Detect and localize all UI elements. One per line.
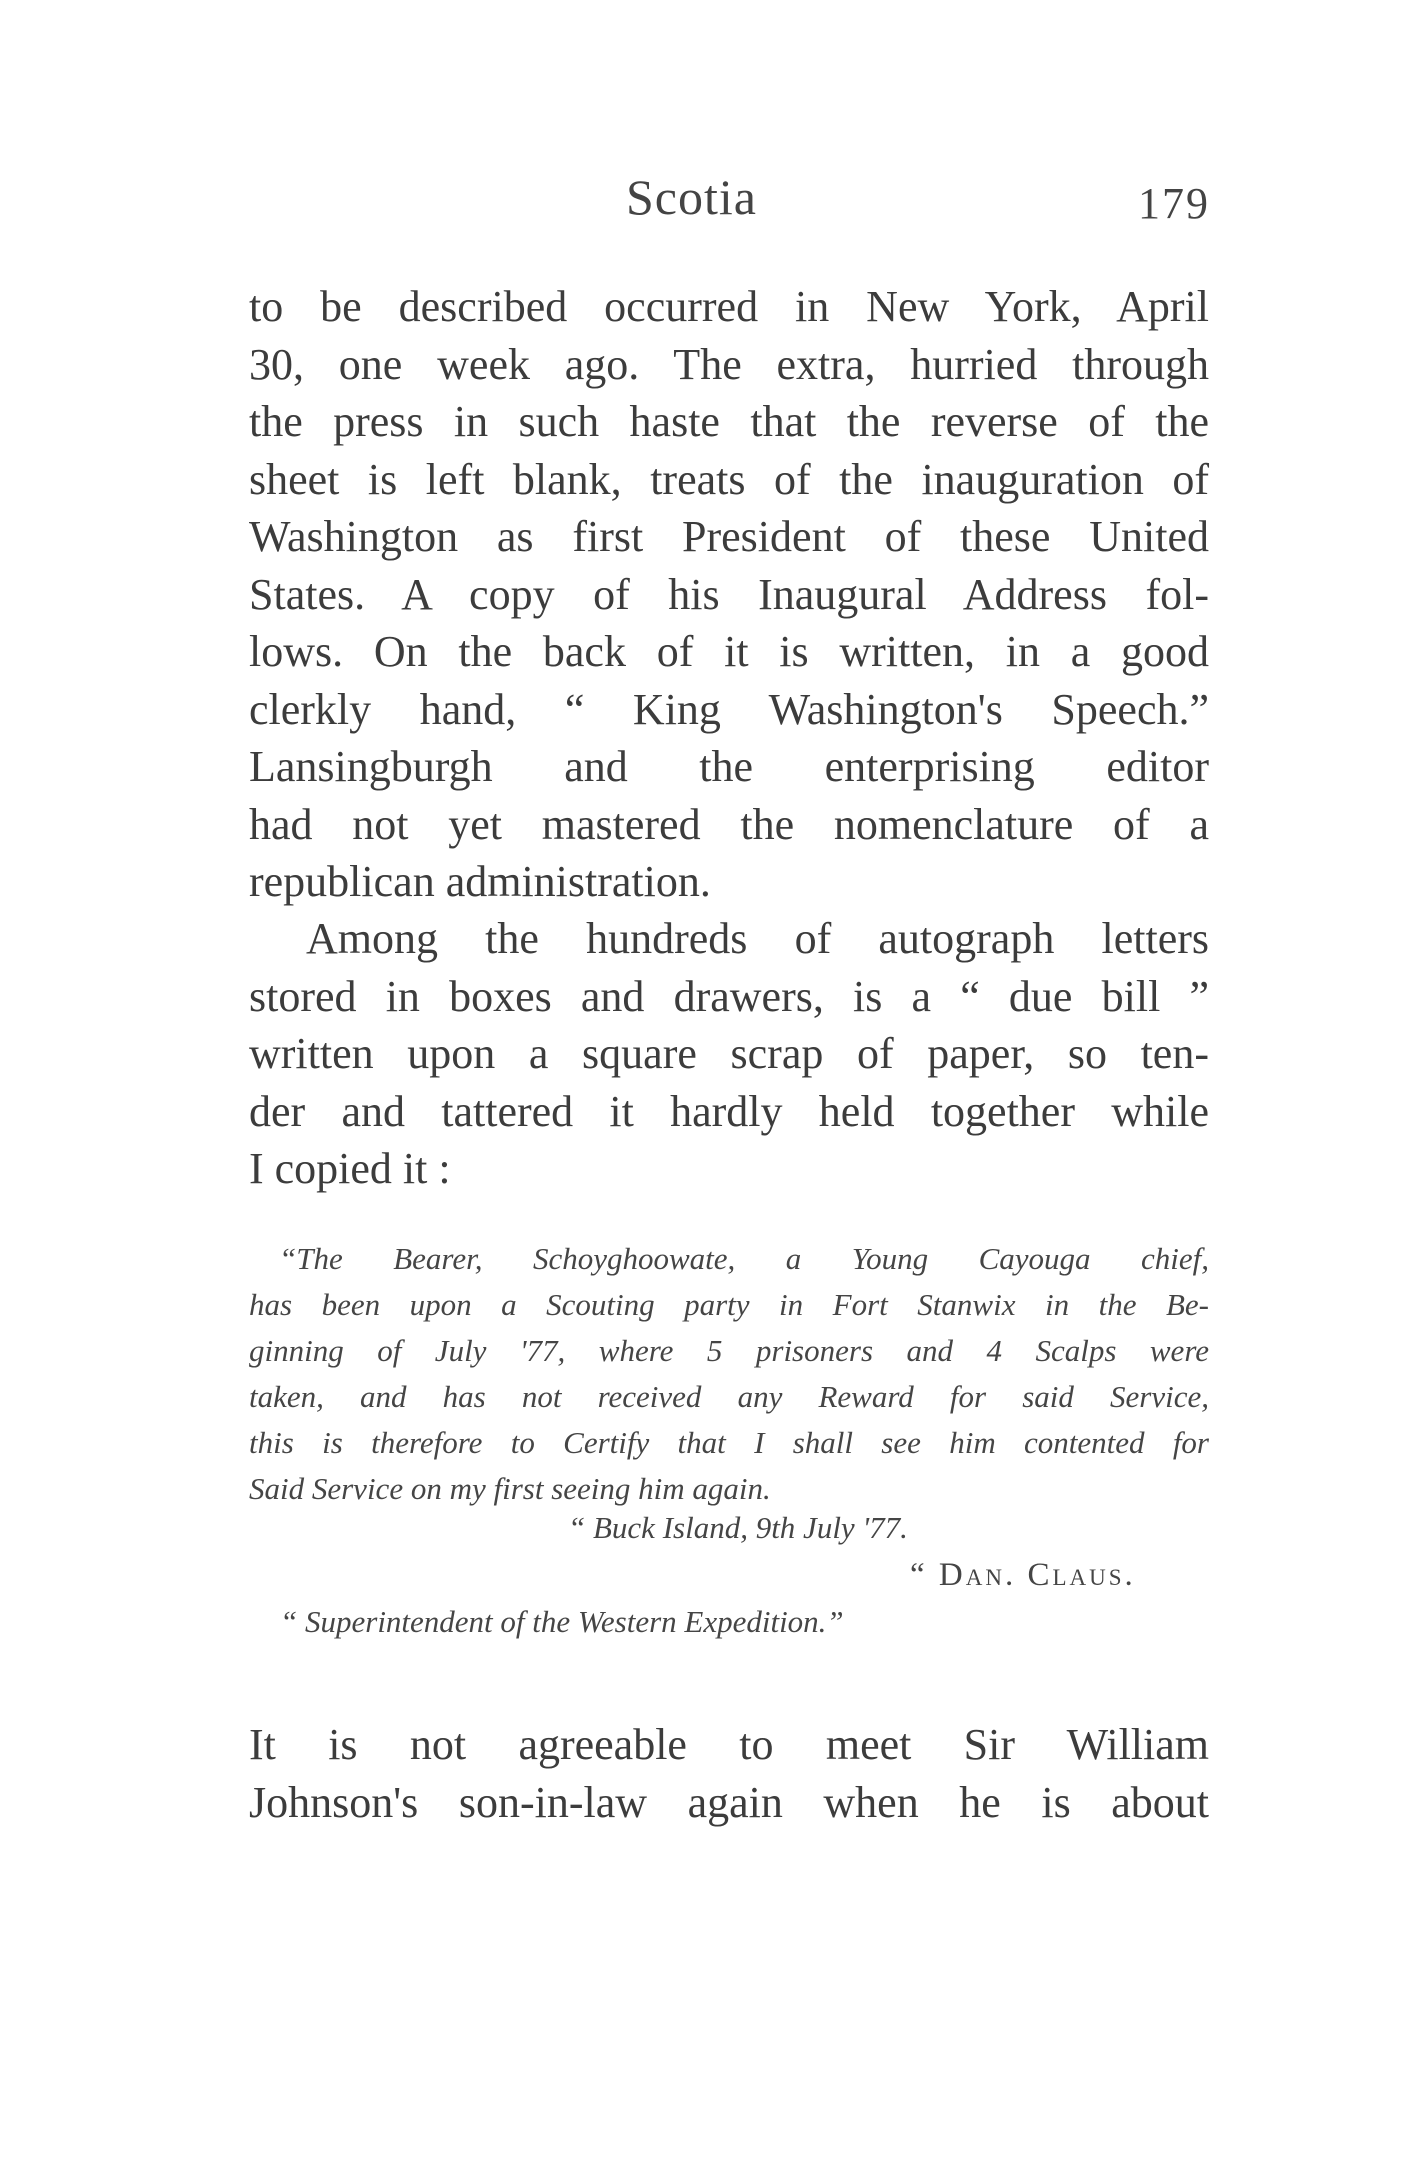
text-line: 30, one week ago. The extra, hurried through bbox=[249, 339, 1209, 389]
text-line: written upon a square scrap of paper, so ten- bbox=[249, 1029, 1209, 1078]
text-line: to be described occurred in New York, April bbox=[249, 282, 1209, 331]
paragraph-due-bill bbox=[249, 910, 1209, 1198]
text-line: had not yet mastered the nomenclature of a bbox=[249, 799, 1209, 849]
text-line: republican administration. bbox=[249, 857, 711, 906]
paragraph-inauguration bbox=[249, 278, 1209, 911]
text-line: Johnson's son-in-law again when he is about bbox=[249, 1777, 1209, 1827]
text-line: It is not agreeable to meet Sir William bbox=[249, 1720, 1209, 1769]
text-line: sheet is left blank, treats of the inauguration of bbox=[249, 454, 1209, 504]
text-line: der and tattered it hardly held together while bbox=[249, 1086, 1209, 1136]
running-title: Scotia bbox=[626, 169, 757, 225]
quote-line: this is therefore to Certify that I shall see him contented for bbox=[249, 1425, 1209, 1460]
text-line: Washington as first President of these United bbox=[249, 512, 1209, 561]
quote-place-date: “ Buck Island, 9th July '77. bbox=[568, 1510, 908, 1545]
text-line: States. A copy of his Inaugural Address fol- bbox=[249, 569, 1209, 619]
block-quote bbox=[249, 1236, 1209, 1512]
text-line: lows. On the back of it is written, in a good bbox=[249, 627, 1209, 676]
running-head bbox=[0, 168, 1413, 228]
text-line: clerkly hand, “ King Washington's Speech.” bbox=[249, 684, 1209, 734]
text-line: Lansingburgh and the enterprising editor bbox=[249, 742, 1209, 791]
page-number: 179 bbox=[1138, 179, 1210, 228]
text-line: the press in such haste that the reverse of the bbox=[249, 397, 1209, 446]
text-line: Among the hundreds of autograph letters bbox=[306, 914, 1209, 963]
quote-signature: “ Dan. Claus. bbox=[910, 1557, 1136, 1593]
quote-signer-title: “ Superintendent of the Western Expedition.” bbox=[280, 1604, 844, 1639]
quote-line: ginning of July '77, where 5 prisoners and 4 Scalps were bbox=[249, 1333, 1209, 1368]
text-line: stored in boxes and drawers, is a “ due bill ” bbox=[249, 971, 1209, 1021]
quote-line: Said Service on my first seeing him again. bbox=[249, 1471, 771, 1506]
quote-line: “The Bearer, Schoyghoowate, a Young Cayouga chief, bbox=[279, 1241, 1209, 1276]
text-line: I copied it : bbox=[249, 1144, 451, 1193]
quote-line: has been upon a Scouting party in Fort Stanwix in the Be- bbox=[249, 1287, 1209, 1322]
quote-line: taken, and has not received any Reward for said Service, bbox=[249, 1379, 1209, 1414]
paragraph-son-in-law bbox=[249, 1716, 1209, 1831]
